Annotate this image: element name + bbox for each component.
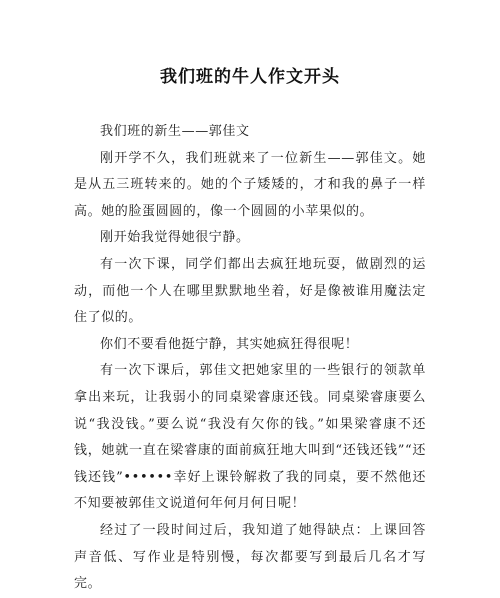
paragraph: 刚开学不久，我们班就来了一位新生——郭佳文。她是从五三班转来的。她的个子矮矮的，才和我的鼻子一样高。她的脸蛋圆圆的，像一个圆圆的小苹果似的。 <box>74 150 426 219</box>
paragraph: 有一次下课，同学们都出去疯狂地玩耍，做剧烈的运动，而他一个人在哪里默默地坐着，好是像被谁用魔法定住了似的。 <box>74 256 426 326</box>
paragraph: 有一次下课后，郭佳文把她家里的一些银行的领款单拿出来玩，让我弱小的同桌梁睿康还钱。同桌梁睿康要么说“我没钱。”要么说“我没有欠你的钱。”如果梁睿康不还钱，她就一直在梁睿康的面前疯狂地大叫到“还钱还钱”“还钱还钱”••••••幸好上课铃解救了我的同桌，要不然他还不知要被郭佳文说道何年何月何日呢！ <box>74 363 426 512</box>
document-body <box>74 119 426 598</box>
paragraph: 你们不要看他挺宁静，其实她疯狂得很呢！ <box>100 336 359 352</box>
paragraph: 经过了一段时间过后，我知道了她得缺点：上课回答声音低、写作业是特别慢，每次都要写到最后几名才写完。 <box>74 522 426 592</box>
paragraph: 刚开始我觉得她很宁静。 <box>100 230 250 246</box>
paragraph-subtitle: 我们班的新生——郭佳文 <box>100 124 250 139</box>
document-title: 我们班的牛人作文开头 <box>160 67 340 87</box>
